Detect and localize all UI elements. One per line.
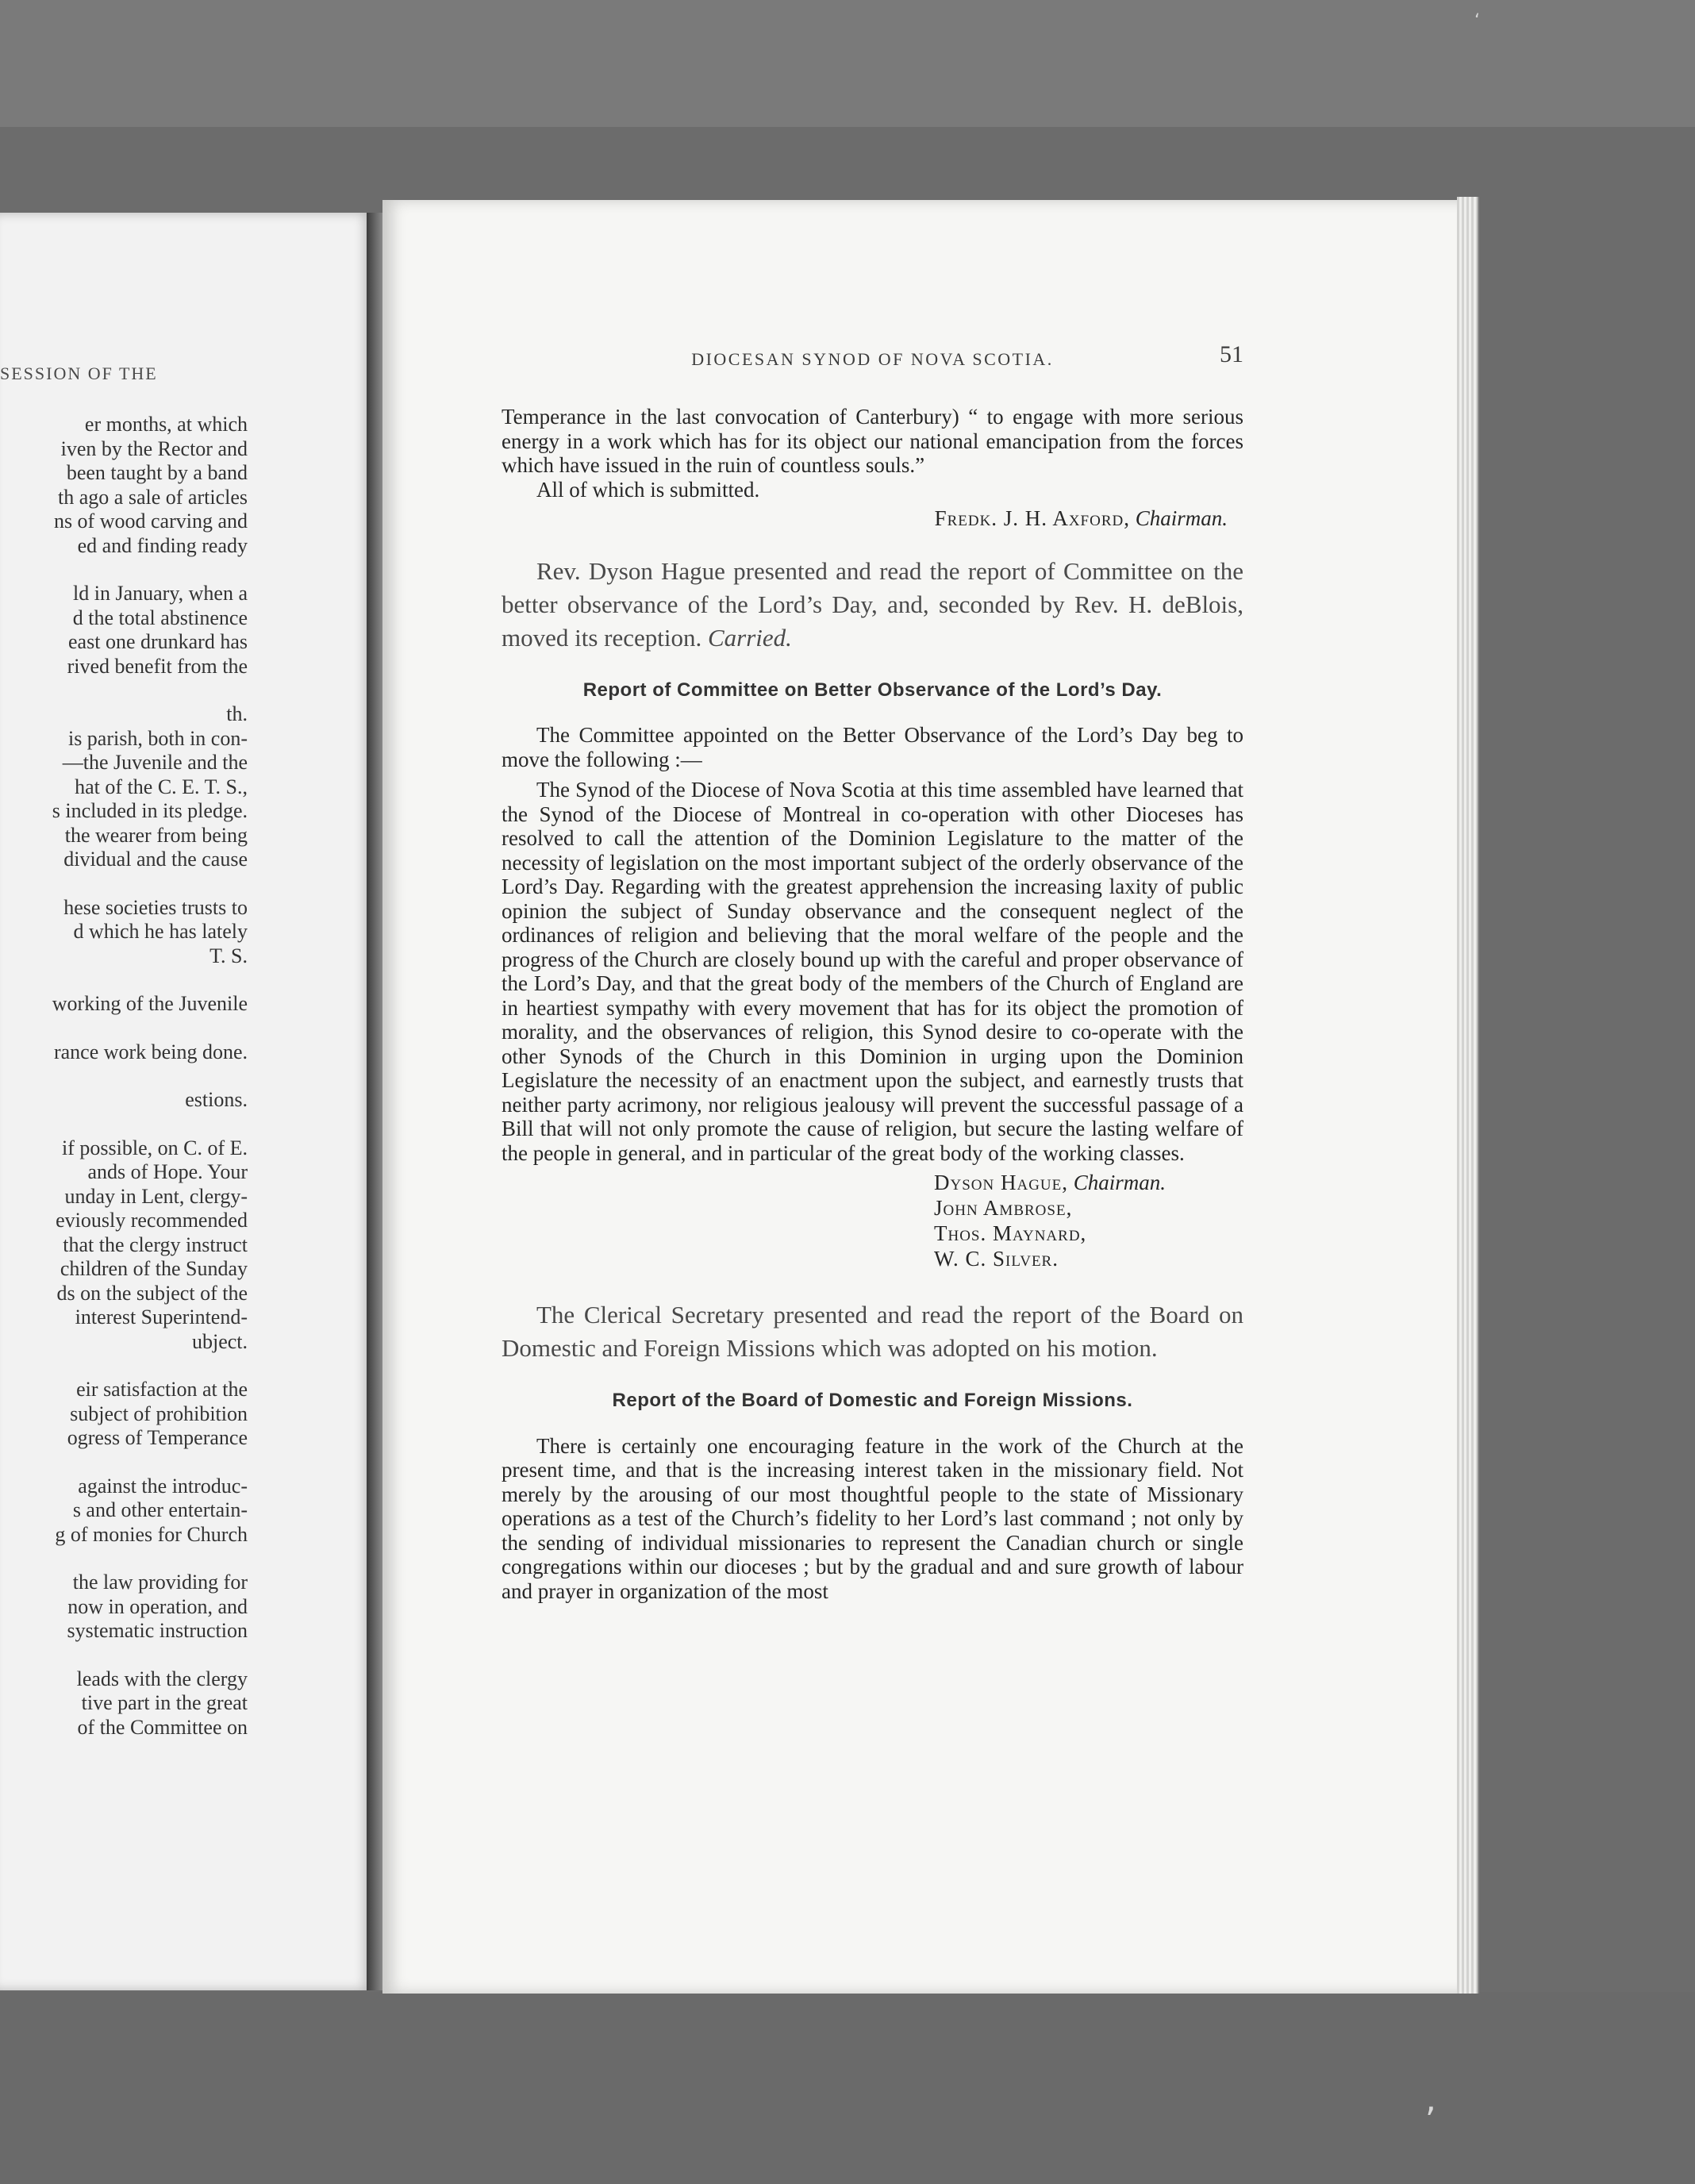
left-page-line: children of the Sunday — [60, 1257, 248, 1280]
left-page-line: systematic instruction — [67, 1619, 248, 1642]
line-gap — [0, 558, 248, 582]
scanner-background-bottom — [0, 1992, 1695, 2184]
line-gap — [0, 1064, 248, 1088]
left-page-line: interest Superintend- — [75, 1305, 248, 1328]
scanner-background-top — [0, 0, 1695, 127]
motion-result: Carried. — [708, 623, 792, 652]
left-page-line: dividual and the cause — [63, 848, 248, 871]
left-page-line: the wearer from being — [64, 823, 248, 847]
left-page-line: ubject. — [191, 1329, 248, 1353]
missions-paragraph: There is certainly one encouraging feature in the work of the Church at the present time, and that is the increasing interest taken in the missionary field. Not merely by the arousing of our most thoughtful people to the state of Missionary operations as a test of the Church’s fidelity to her Lord’s last command ; not only by the sending of individual missionaries to represent the Canadian church or single congregations within our dioceses ; but by the gradual and and sure growth of labour and prayer in organization of the most — [502, 1433, 1243, 1603]
committee-member: W. C. Silver. — [934, 1247, 1059, 1271]
left-page-line: that the clergy instruct — [63, 1232, 248, 1256]
left-page-line: the law providing for — [72, 1571, 248, 1594]
missions-heading: Report of the Board of Domestic and Foreign Missions. — [612, 1390, 1133, 1411]
left-page-line: east one drunkard has — [68, 630, 248, 653]
left-page-line: rance work being done. — [53, 1040, 248, 1063]
left-page-line: subject of prohibition — [70, 1402, 248, 1425]
signature-role: Chairman. — [1135, 506, 1228, 530]
left-page-line: is parish, both in con- — [67, 726, 248, 750]
right-page — [382, 200, 1471, 1994]
book-gutter — [367, 213, 382, 1990]
left-page-line: been taught by a band — [66, 461, 248, 484]
left-page-line: working of the Juvenile — [52, 992, 248, 1015]
left-page-line: th. — [226, 702, 248, 725]
left-page-line: tive part in the great — [81, 1691, 248, 1714]
missions-motion-paragraph: The Clerical Secretary presented and read the report of the Board on Domestic and Foreign Missions which was adopted on his motion. — [502, 1301, 1243, 1362]
left-page-line: ds on the subject of the — [56, 1281, 248, 1305]
dust-speck: , — [1425, 2079, 1436, 2120]
running-head — [502, 341, 1243, 383]
left-page-line: eir satisfaction at the — [76, 1378, 248, 1401]
signature-name: Fredk. J. H. Axford, — [934, 506, 1130, 530]
chair-role: Chairman. — [1073, 1171, 1167, 1194]
left-page-line: s included in its pledge. — [52, 799, 248, 822]
running-title: DIOCESAN SYNOD OF NOVA SCOTIA. — [691, 349, 1054, 369]
left-page-line: er months, at which — [84, 413, 248, 436]
continuation-paragraph: Temperance in the last convocation of Canterbury) “ to engage with more serious energy in a work which has for its object our national emancipation from the forces which have issued in the ruin of countless souls.” — [502, 405, 1243, 477]
left-page-line: now in operation, and — [67, 1594, 248, 1618]
line-gap — [0, 968, 248, 992]
line-gap — [0, 1644, 248, 1667]
committee-chair — [934, 1170, 1243, 1195]
chair-name: Dyson Hague, — [934, 1171, 1068, 1194]
left-page-line: ns of wood carving and — [53, 509, 248, 533]
hague-motion-text: Rev. Dyson Hague presented and read the report of Committee on the better observance of the Lord’s Day, and, seconded by Rev. H. deBlois, moved its reception. — [502, 556, 1243, 652]
left-page-line: hese societies trusts to — [63, 895, 248, 919]
left-page — [0, 213, 373, 1990]
left-running-head: SESSION OF THE — [0, 363, 158, 383]
line-gap — [0, 679, 248, 702]
committee-member: Thos. Maynard, — [934, 1221, 1087, 1245]
line-gap — [0, 872, 248, 896]
left-page-line: ogress of Temperance — [67, 1426, 248, 1449]
page-edges — [1457, 197, 1479, 1994]
lords-day-heading: Report of Committee on Better Observance of the Lord’s Day. — [582, 679, 1163, 701]
line-gap — [0, 1113, 248, 1136]
committee-member: John Ambrose, — [934, 1196, 1073, 1220]
line-gap — [0, 1451, 248, 1475]
committee-signatures — [934, 1170, 1243, 1271]
left-page-line: estions. — [185, 1088, 248, 1111]
left-page-line: th ago a sale of articles — [58, 485, 248, 509]
submitted-line: All of which is submitted. — [536, 477, 760, 502]
line-gap — [0, 1547, 248, 1571]
left-page-text — [0, 413, 248, 1740]
page-number: 51 — [1220, 341, 1243, 367]
left-page-line: unday in Lent, clergy- — [64, 1184, 248, 1208]
left-page-line: g of monies for Church — [55, 1522, 248, 1546]
dust-speck: ‘ — [1474, 11, 1480, 31]
page-content — [502, 341, 1243, 1603]
left-page-line: leads with the clergy — [76, 1667, 248, 1690]
left-page-line: d which he has lately — [73, 920, 248, 943]
left-page-line: rived benefit from the — [67, 654, 248, 678]
left-page-line: s and other entertain- — [72, 1498, 248, 1521]
axford-signature — [502, 506, 1228, 531]
left-page-line: if possible, on C. of E. — [62, 1136, 248, 1159]
left-page-line: eviously recommended — [56, 1209, 248, 1232]
line-gap — [0, 1017, 248, 1040]
left-page-line: —the Juvenile and the — [62, 751, 248, 774]
left-page-line: against the introduc- — [78, 1474, 248, 1498]
left-page-line: iven by the Rector and — [60, 436, 248, 460]
lords-day-intro: The Committee appointed on the Better Observance of the Lord’s Day beg to move the following :— — [502, 723, 1243, 771]
line-gap — [0, 1354, 248, 1378]
hague-motion-paragraph — [502, 555, 1243, 655]
left-page-line: ld in January, when a — [73, 582, 248, 605]
left-page-line: hat of the C. E. T. S., — [75, 775, 248, 798]
left-page-line: ed and finding ready — [77, 533, 248, 557]
left-page-line: ands of Hope. Your — [87, 1160, 248, 1183]
lords-day-resolution: The Synod of the Diocese of Nova Scotia at this time assembled have learned that the Synod of the Diocese of Montreal in co-operation with other Dioceses has resolved to call the attention of the Dominion Legislature to the matter of the necessity of legislation on the most important subject of the orderly observance of the Lord’s Day. Regarding with the greatest apprehension the increasing laxity of public opinion the subject of Sunday observance and the consequent neglect of the ordinances of religion and believing that the moral welfare of the people and the progress of the Church are closely bound up with the careful and proper observance of the Lord’s Day, and that the great body of the members of the Church of England are in heartiest sympathy with every movement that has for its object the promotion of morality, and the observances of religion, this Synod desire to co-operate with the other Synods of the Church in this Dominion in urging upon the Dominion Legislature the necessity of an enactment upon the subject, and earnestly trusts that neither party acrimony, nor religious jealousy will prevent the successful passage of a Bill that will not only promote the cause of religion, but secure the lasting welfare of the people in general, and in particular of the great body of the working classes. — [502, 778, 1243, 1165]
left-page-line: of the Committee on — [77, 1715, 248, 1739]
left-page-line: d the total abstinence — [72, 606, 248, 629]
left-page-line: T. S. — [209, 944, 248, 967]
